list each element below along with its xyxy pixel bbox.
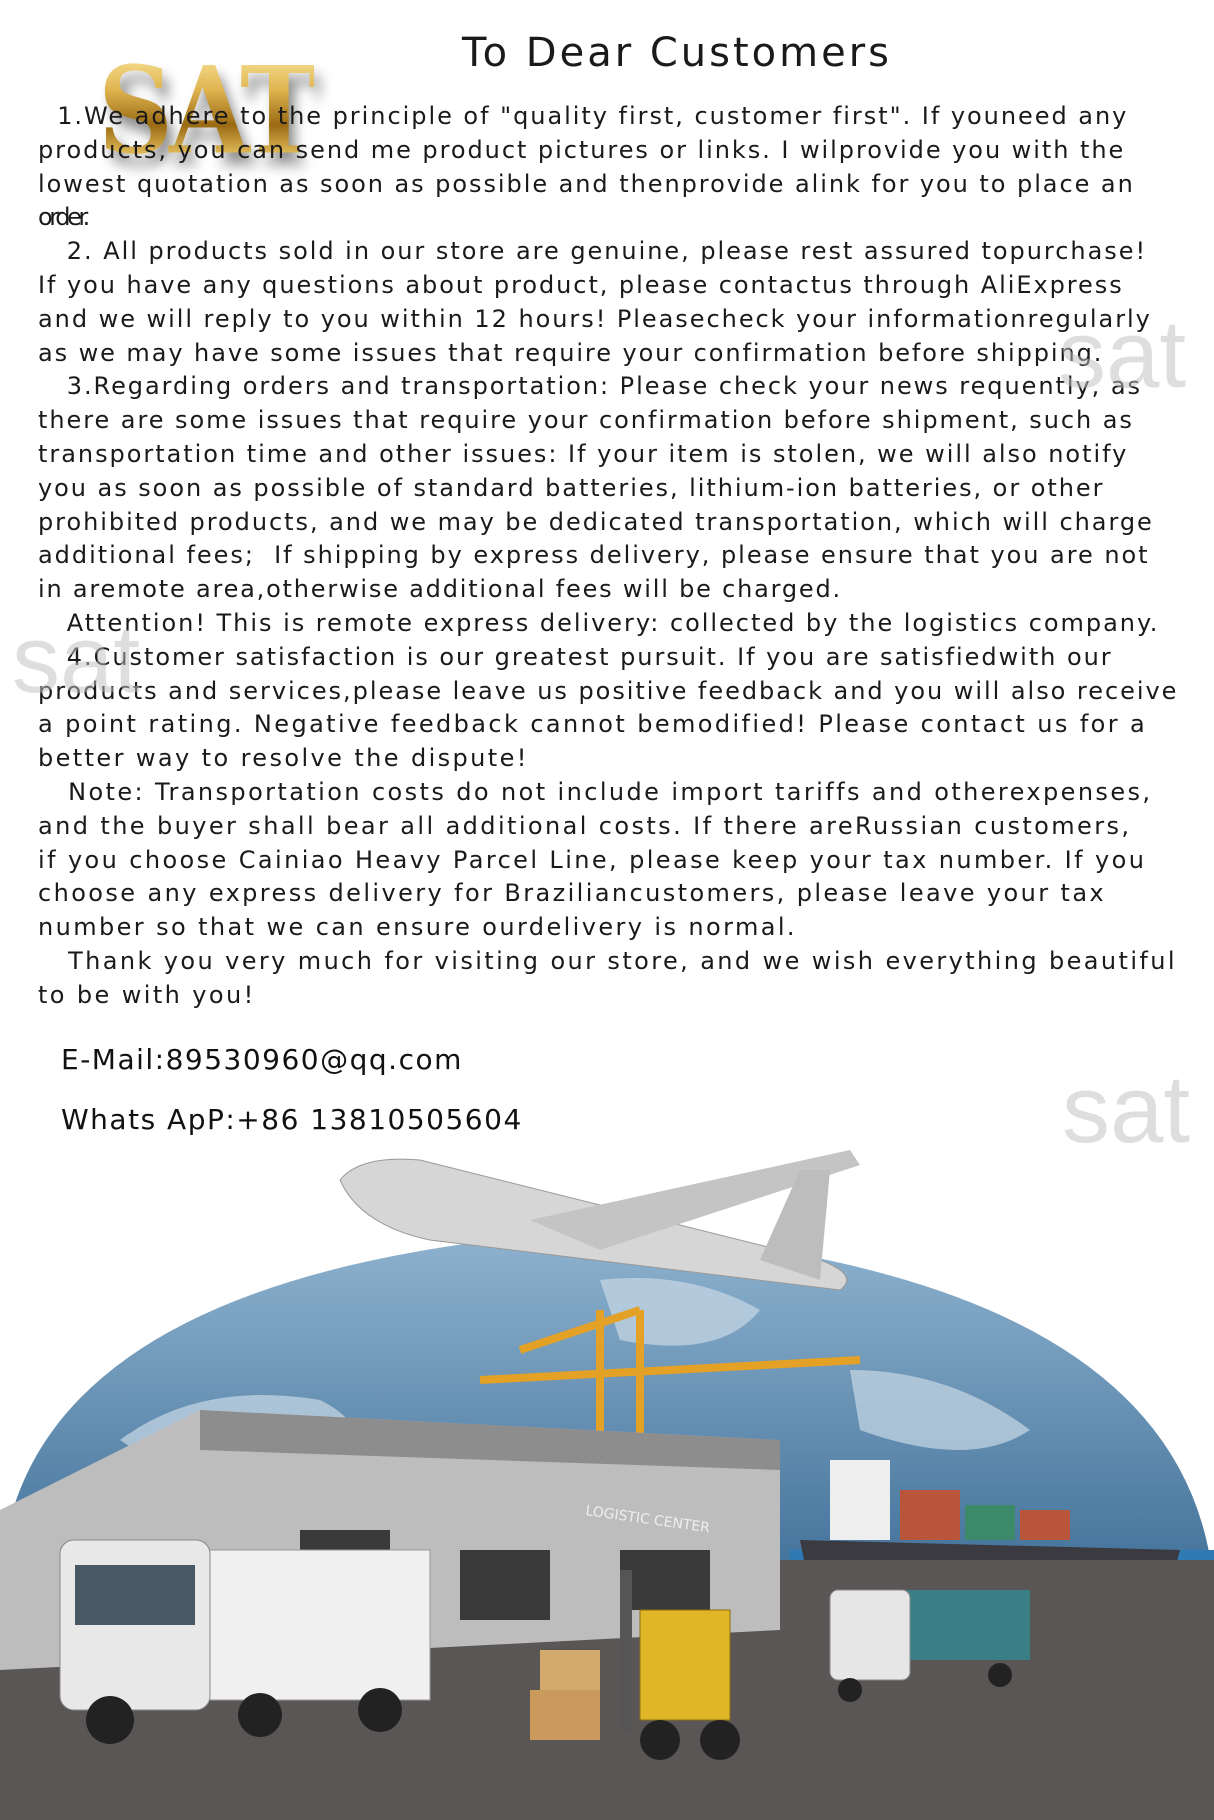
text-line: choose any express delivery for Braziliancustomers, please leave your tax [38, 879, 1107, 908]
text-line: products and services,please leave us positive feedback and you will also receive [38, 676, 1179, 705]
text-line: you as soon as possible of standard batteries, lithium-ion batteries, or other [38, 473, 1105, 502]
watermark: sat [12, 606, 141, 713]
logistics-illustration [0, 1110, 1214, 1820]
text-line: 2. All products sold in our store are genuine, please rest assured topurchase! [38, 237, 1148, 266]
text-line: 4.Customer satisfaction is our greatest pursuit. If you are satisfiedwith our [38, 642, 1113, 671]
text-line: prohibited products, and we may be dedicated transportation, which will charge [38, 507, 1154, 536]
text-line: in aremote area,otherwise additional fees will be charged. [38, 575, 842, 604]
text-line: additional fees; If shipping by express delivery, please ensure that you are not [38, 541, 1150, 570]
email-contact: E-Mail:89530960@qq.com [61, 1043, 463, 1076]
sat-logo: SAT [98, 40, 314, 182]
text-line: transportation time and other issues: If your item is stolen, we will also notify [38, 439, 1129, 468]
text-line: Attention! This is remote express delivery: collected by the logistics company. [38, 608, 1160, 637]
text-line: if you choose Cainiao Heavy Parcel Line, please keep your tax number. If you [38, 845, 1147, 874]
watermark: sat [1062, 1056, 1191, 1163]
notice-body [38, 100, 1178, 1013]
text-line: Note: Transportation costs do not include import tariffs and otherexpenses, [38, 777, 1153, 806]
text-line: and we will reply to you within 12 hours! Pleasecheck your informationregularly [38, 304, 1152, 333]
text-line: to be with you! [38, 980, 256, 1009]
text-line: a point rating. Negative feedback cannot bemodified! Please contact us for a [38, 710, 1148, 739]
page-title: To Dear Customers [461, 30, 893, 76]
text-line: as we may have some issues that require your confirmation before shipping. [38, 338, 1104, 367]
text-line: Thank you very much for visiting our store, and we wish everything beautiful [38, 946, 1177, 975]
text-line: 3.Regarding orders and transportation: Please check your news requently, as [38, 372, 1142, 401]
text-line: 1.We adhere to the principle of "quality first, customer first". If youneed any [38, 102, 1129, 130]
text-line: better way to resolve the dispute! [38, 744, 529, 773]
truck-left [60, 1540, 430, 1744]
text-line: there are some issues that require your confirmation before shipment, such as [38, 406, 1134, 435]
text-line: lowest quotation as soon as possible and thenprovide alink for you to place an [38, 169, 1135, 198]
text-line: If you have any questions about product, please contactus through AliExpress [38, 270, 1124, 299]
warehouse-sign: LOGISTIC CENTER [584, 1503, 711, 1537]
watermark: sat [1058, 301, 1187, 408]
whatsapp-contact: Whats ApP:+86 13810505604 [61, 1103, 523, 1136]
text-line: and the buyer shall bear all additional costs. If there areRussian customers, [38, 811, 1132, 840]
text-line: products, you can send me product pictures or links. I wilprovide you with the [38, 135, 1126, 164]
text-line: number so that we can ensure ourdelivery is normal. [38, 913, 797, 942]
text-line: order. [38, 203, 87, 232]
